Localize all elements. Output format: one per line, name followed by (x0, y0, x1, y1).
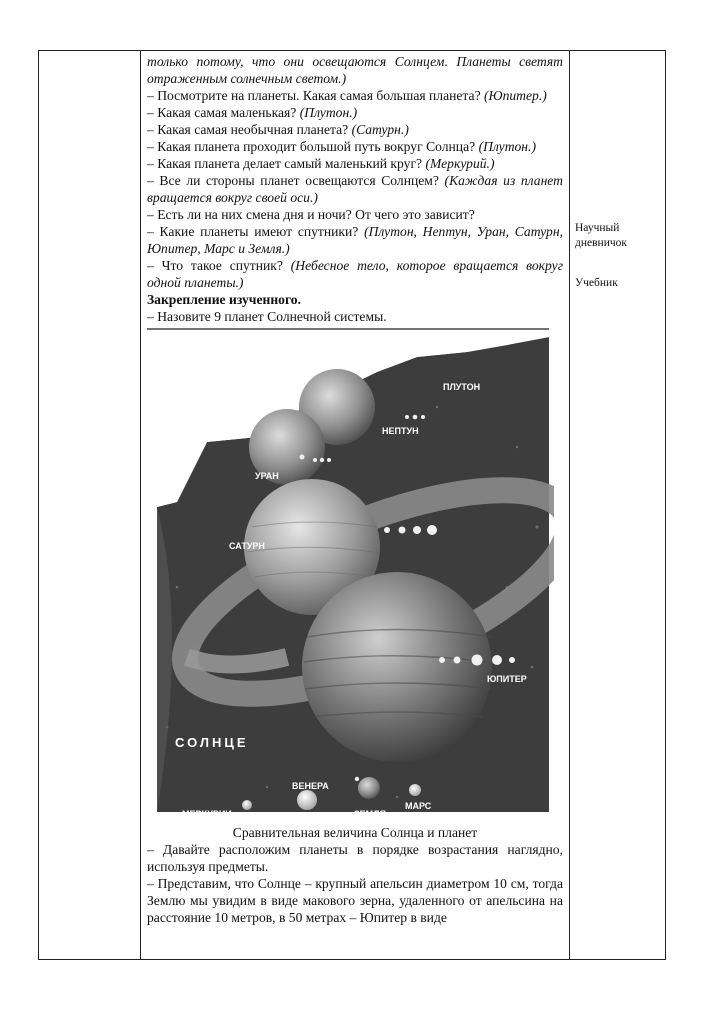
paragraph: – Давайте расположим планеты в порядке возрастания наглядно, используя предметы. (147, 842, 563, 874)
planets-illustration (147, 327, 554, 822)
label-venus: ВЕНЕРА (292, 781, 329, 791)
label-mars: МАРС (405, 801, 432, 811)
venus-planet (297, 790, 317, 810)
label-jupiter: ЮПИТЕР (487, 674, 527, 684)
question-line: – Все ли стороны планет освещаются Солнцем? (Каждая из планет вращается вокруг своей оси.) (147, 173, 563, 205)
question-line: – Какие планеты имеют спутники? (Плутон, Нептун, Уран, Сатурн, Юпитер, Марс и Земля.) (147, 224, 563, 256)
figure-caption: Сравнительная величина Солнца и планет (232, 825, 478, 840)
mars-planet (409, 784, 421, 796)
question-line: – Какая самая необычная планета? (Сатурн.) (147, 122, 409, 137)
question-line: – Какая самая маленькая? (Плутон.) (147, 105, 358, 120)
question-line: – Есть ли на них смена дня и ночи? От чего это зависит? (147, 207, 475, 222)
intro-text: только потому, что они освещаются Солнцем. Планеты светят отраженным солнечным светом.) (147, 54, 563, 86)
question-line: – Какая планета проходит большой путь вокруг Солнца? (Плутон.) (147, 139, 536, 154)
question-line: – Какая планета делает самый маленький круг? (Меркурий.) (147, 156, 495, 171)
solar-system-figure (147, 327, 554, 822)
column-divider-left (140, 51, 141, 959)
question-line: – Назовите 9 планет Солнечной системы. (147, 309, 387, 324)
lesson-table (38, 50, 666, 960)
section-heading: Закрепление изученного. (147, 292, 301, 307)
label-uranus: УРАН (255, 471, 279, 481)
earth-planet (358, 777, 380, 799)
lesson-content (147, 53, 563, 926)
column-divider-right (569, 51, 570, 959)
label-pluto: ПЛУТОН (443, 382, 481, 392)
question-line: – Посмотрите на планеты. Какая самая большая планета? (Юпитер.) (147, 88, 547, 103)
side-note-diary: Научный дневничок (575, 222, 627, 249)
label-earth: ЗЕМЛЯ (354, 809, 386, 819)
side-note-textbook: Учебник (575, 277, 618, 289)
label-mercury: МЕРКУРИИ (182, 809, 232, 819)
label-neptune: НЕПТУН (382, 426, 419, 436)
jupiter-planet (302, 572, 492, 762)
label-sun: СОЛНЦЕ (175, 735, 249, 750)
mercury-planet (242, 800, 252, 810)
paragraph: – Представим, что Солнце – крупный апельсин диаметром 10 см, тогда Землю мы увидим в виде макового зерна, удаленного от апельсина на расстояние 10 метров, в 50 метрах – Юпитер в виде (147, 876, 563, 925)
label-saturn: САТУРН (229, 541, 265, 551)
question-line: – Что такое спутник? (Небесное тело, которое вращается вокруг одной планеты.) (147, 258, 563, 290)
